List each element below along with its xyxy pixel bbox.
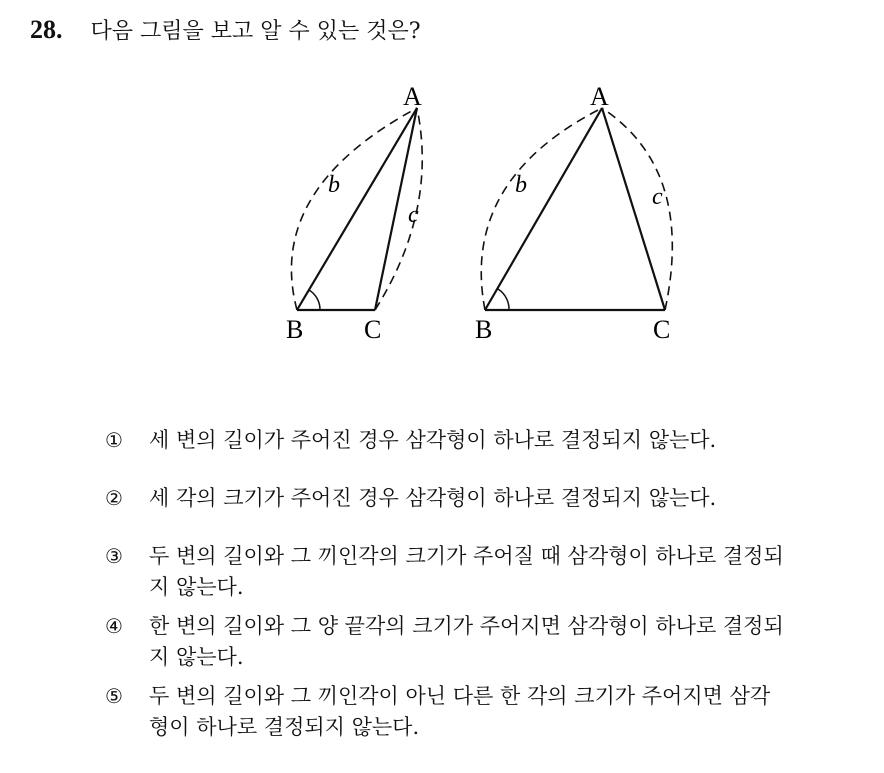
choice-4-text: 한 변의 길이와 그 양 끝각의 크기가 주어지면 삼각형이 하나로 결정되지 않는다. [149, 614, 784, 669]
right-triangle [475, 82, 672, 344]
right-label-c: c [652, 184, 663, 210]
answer-choices [105, 425, 865, 743]
triangle-diagram [260, 80, 720, 360]
choice-4-mark: ④ [105, 614, 123, 638]
choice-3[interactable] [105, 541, 785, 603]
choice-2-mark: ② [105, 486, 123, 510]
left-side-AB [297, 108, 417, 310]
right-label-b: b [515, 172, 527, 198]
choice-4[interactable] [105, 611, 795, 673]
choice-5[interactable] [105, 681, 775, 743]
triangle-figure [260, 80, 720, 364]
choice-3-mark: ③ [105, 544, 123, 568]
right-label-B: B [475, 315, 493, 344]
right-side-AB [485, 108, 602, 310]
left-angle-B-arc [309, 290, 320, 310]
left-label-c: c [408, 202, 419, 228]
right-angle-B-arc [498, 289, 509, 310]
choice-2[interactable] [105, 483, 865, 514]
left-label-b: b [328, 172, 340, 198]
choice-1-mark: ① [105, 428, 123, 452]
choice-1-text: 세 변의 길이가 주어진 경우 삼각형이 하나로 결정되지 않는다. [149, 428, 717, 452]
left-label-C: C [364, 315, 382, 344]
choice-2-text: 세 각의 크기가 주어진 경우 삼각형이 하나로 결정되지 않는다. [149, 486, 717, 510]
choice-3-text: 두 변의 길이와 그 끼인각의 크기가 주어질 때 삼각형이 하나로 결정되지 않는다. [149, 544, 784, 599]
left-label-B: B [286, 315, 304, 344]
left-label-A: A [403, 82, 422, 111]
question-text: 다음 그림을 보고 알 수 있는 것은? [90, 19, 421, 44]
choice-5-text: 두 변의 길이와 그 끼인각이 아닌 다른 한 각의 크기가 주어지면 삼각형이 하나로 결정되지 않는다. [149, 684, 771, 739]
right-label-A: A [590, 82, 609, 111]
left-triangle [286, 82, 422, 344]
choice-1[interactable] [105, 425, 865, 456]
question-header [30, 14, 421, 45]
choice-5-mark: ⑤ [105, 684, 123, 708]
question-number: 28. [30, 15, 63, 44]
right-label-C: C [653, 315, 671, 344]
